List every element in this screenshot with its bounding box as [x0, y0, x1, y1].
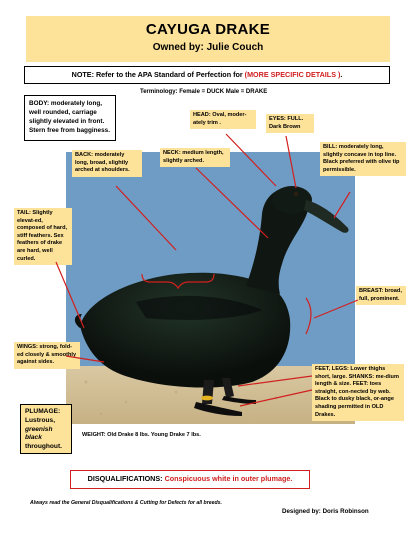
- breast-label: BREAST: broad, full, prominent.: [356, 286, 406, 305]
- designer-credit: Designed by: Doris Robinson: [282, 508, 369, 515]
- footer-note: Always read the General Disqualifications & Cutting for Defects for all breeds.: [30, 500, 222, 506]
- page-title: CAYUGA DRAKE: [145, 21, 271, 38]
- wings-label: WINGS: strong, fold-ed closely & smoothly against sides.: [14, 342, 80, 369]
- disqualifications-text: Conspicuous white in outer plumage.: [164, 474, 293, 483]
- note-suffix: .: [340, 70, 343, 79]
- terminology-line: Terminology: Female = DUCK Male = DRAKE: [140, 89, 268, 95]
- disqualifications-box: [70, 470, 310, 489]
- plumage-text-2: throughout.: [25, 443, 62, 451]
- note-box: [24, 66, 390, 84]
- eyes-label: EYES: FULL. Dark Brown: [266, 114, 314, 133]
- disqualifications-label: DISQUALIFICATIONS:: [87, 474, 163, 483]
- note-highlight: (MORE SPECIFIC DETAILS ): [244, 70, 341, 79]
- body-description-box: BODY: moderately long, well rounded, carriage slightly elevated in front. Stern free from bagginess.: [24, 95, 116, 141]
- plumage-heading: PLUMAGE:: [25, 408, 61, 415]
- plumage-box: [20, 404, 72, 454]
- note-prefix: NOTE: Refer to the APA Standard of Perfection for: [71, 70, 245, 79]
- feet-legs-label: FEET, LEGS: Lower thighs short, large. SHANKS: me-dium length & size. FEET: toes straight, con-nected by web. Black to dusky black, or-ange shading permitted in OLD Drakes.: [312, 364, 404, 421]
- bill-label: BILL: moderately long, slightly concave in top line. Black preferred with olive tip permissible.: [320, 142, 406, 176]
- plumage-text-1: Lustrous,: [25, 416, 56, 424]
- plumage-color: greenish black: [25, 425, 53, 442]
- tail-label: TAIL: Slightly elevat-ed, composed of hard, stiff feathers. Sex feathers of drake are hard, well curled.: [14, 208, 72, 265]
- back-label: BACK: moderately long, broad, slightly arched at shoulders.: [72, 150, 142, 177]
- head-label: HEAD: Oval, moder-ately trim .: [190, 110, 256, 129]
- neck-label: NECK: medium length, slightly arched.: [160, 148, 230, 167]
- weight-line: WEIGHT: Old Drake 8 lbs. Young Drake 7 lbs.: [82, 432, 201, 438]
- owner-line: Owned by: Julie Couch: [152, 42, 264, 53]
- title-banner: [26, 16, 390, 62]
